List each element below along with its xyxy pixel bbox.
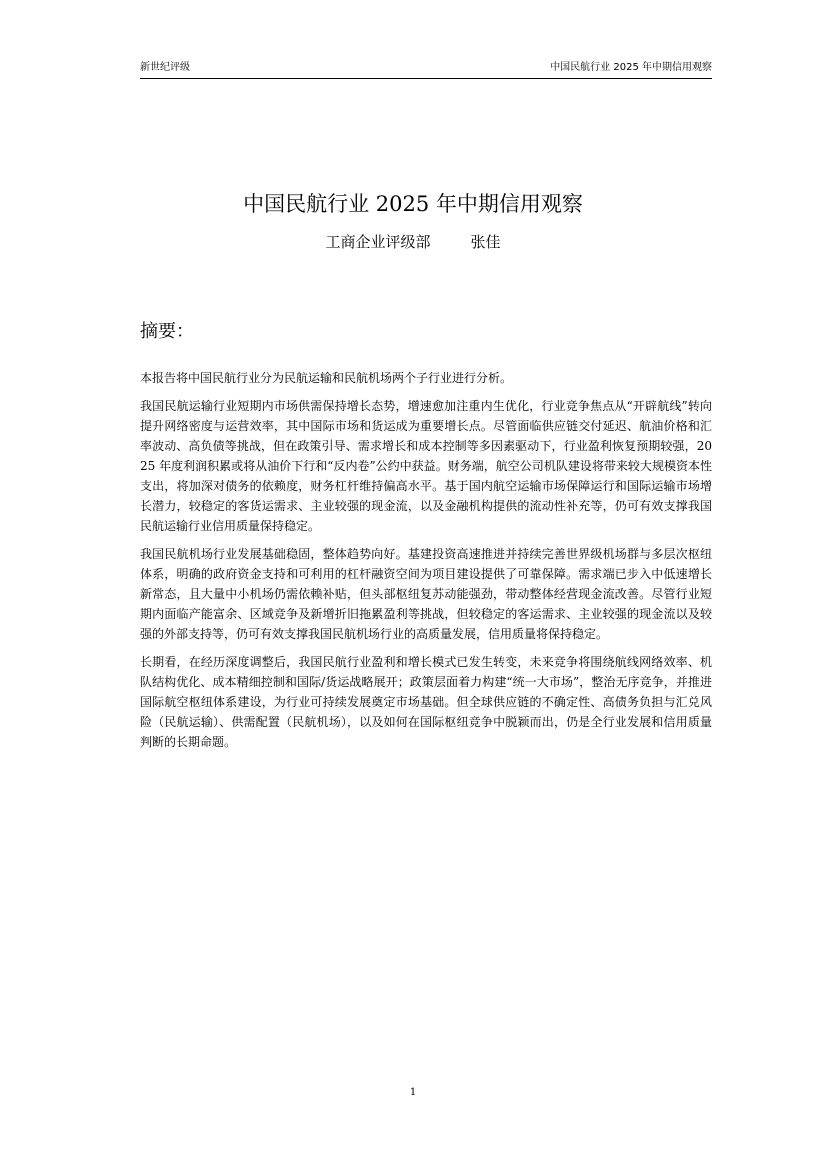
abstract-heading: 摘要： [140, 321, 194, 342]
header-report-title: 中国民航行业 2025 年中期信用观察 [550, 62, 712, 73]
paragraph: 长期看，在经历深度调整后，我国民航行业盈利和增长模式已发生转变，未来竞争将围绕航线网络效率、机队结构优化、成本精细控制和国际/货运战略展开；政策层面着力构建“统一大市场”，整治无序竞争，并推进国际航空枢纽体系建设，为行业可持续发展奠定市场基础。但全球供应链的不确定性、高债务负担与汇兑风险（民航运输）、供需配置（民航机场），以及如何在国际枢纽竞争中脱颖而出，仍是全行业发展和信用质量判断的长期命题。 [140, 655, 712, 749]
document-title: 中国民航行业 2025 年中期信用观察 [243, 192, 583, 217]
paragraph: 我国民航运输行业短期内市场供需保持增长态势，增速愈加注重内生优化，行业竞争焦点从“开辟航线”转向提升网络密度与运营效率，其中国际市场和货运成为重要增长点。尽管面临供应链交付延迟、航油价格和汇率波动、高负债等挑战，但在政策引导、需求增长和成本控制等多因素驱动下，行业盈利恢复预期较强，2025 年度利润积累或将从油价下行和“反内卷”公约中获益。财务端，航空公司机队建设将带来较大规模资本性支出，将加深对债务的依赖度，财务杠杆维持偏高水平。基于国内航空运输市场保障运行和国际运输市场增长潜力，较稳定的客货运需求、主业较强的现金流，以及金融机构提供的流动性补充等，仍可有效支撑我国民航运输行业信用质量保持稳定。 [140, 399, 712, 533]
page-number: 1 [409, 1087, 417, 1098]
abstract-body [140, 368, 712, 760]
page-header [140, 56, 712, 79]
author-name: 张佳 [470, 233, 501, 251]
department-name: 工商企业评级部 [325, 233, 431, 251]
paragraph: 我国民航机场行业发展基础稳固，整体趋势向好。基建投资高速推进并持续完善世界级机场群与多层次枢纽体系，明确的政府资金支持和可利用的杠杆融资空间为项目建设提供了可靠保障。需求端已步入中低速增长新常态，且大量中小机场仍需依赖补贴，但头部枢纽复苏动能强劲，带动整体经营现金流改善。尽管行业短期内面临产能富余、区域竞争及新增折旧拖累盈利等挑战，但较稳定的客运需求、主业较强的现金流以及较强的外部支持等，仍可有效支撑我国民航机场行业的高质量发展，信用质量将保持稳定。 [140, 547, 712, 641]
paragraph: 本报告将中国民航行业分为民航运输和民航机场两个子行业进行分析。 [140, 371, 513, 385]
header-publisher: 新世纪评级 [140, 62, 190, 73]
byline [0, 232, 826, 252]
